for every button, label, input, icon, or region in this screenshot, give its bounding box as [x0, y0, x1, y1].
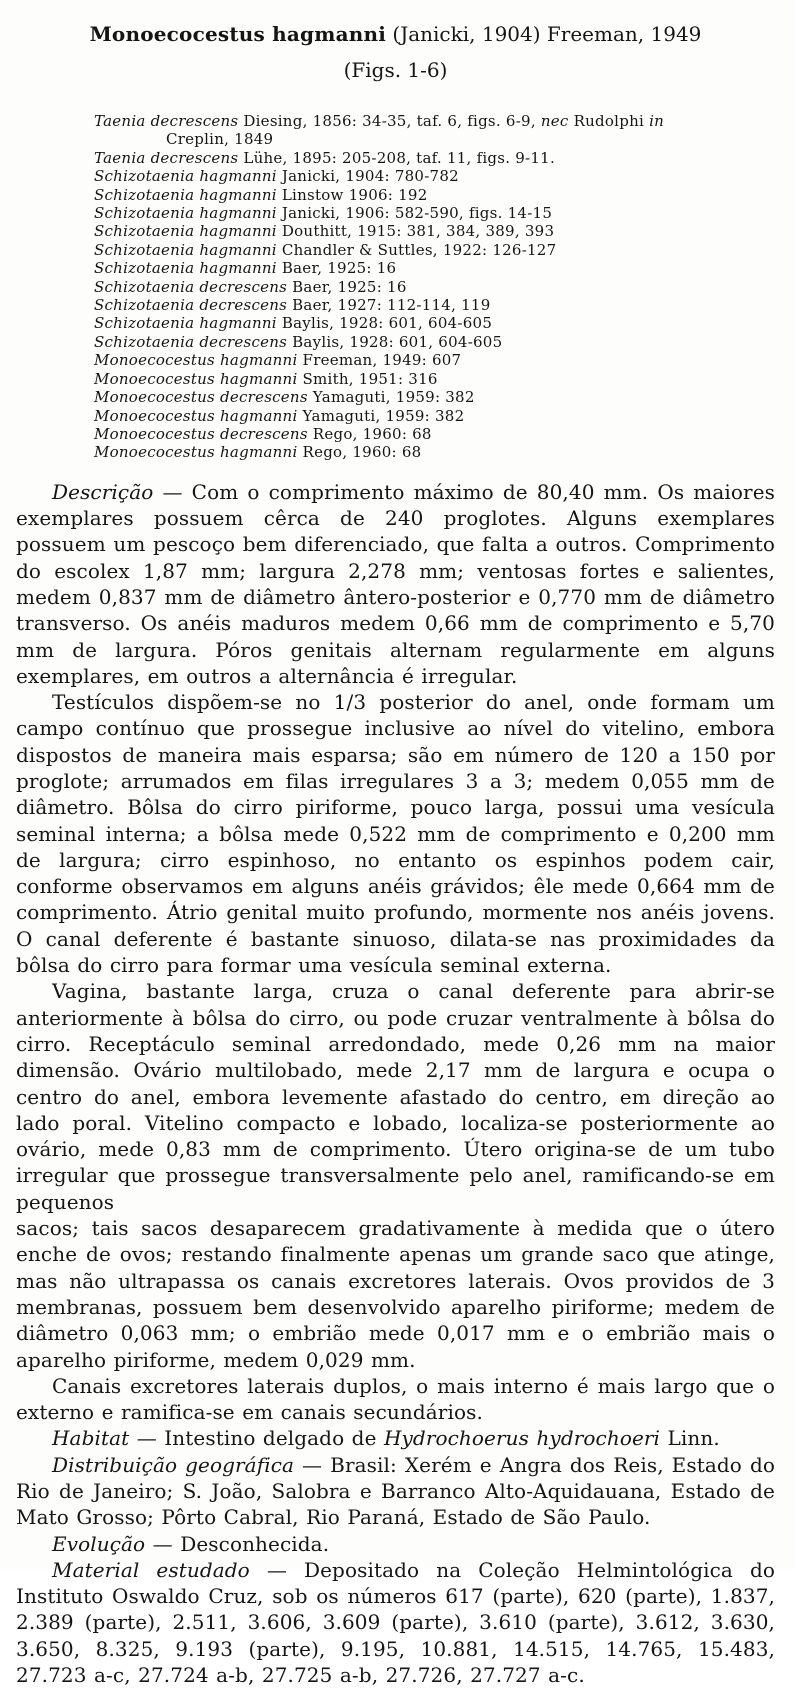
- taxon-name: Monoecocestus decrescens: [94, 424, 308, 443]
- synonymy-entry: [94, 296, 759, 314]
- paragraph: [16, 1215, 775, 1373]
- citation-text: Janicki, 1906: 582-590, figs. 14-15: [276, 204, 553, 223]
- citation-text: Baer, 1927: 112-114, 119: [287, 296, 491, 315]
- paragraph: [16, 479, 775, 689]
- italic-term: Distribuição geográfica: [52, 1452, 295, 1477]
- synonymy-entry: [94, 259, 759, 277]
- italic-term: Habitat: [52, 1426, 130, 1451]
- taxon-name: Schizotaenia decrescens: [94, 296, 288, 315]
- taxon-name: Schizotaenia hagmanni: [94, 259, 277, 278]
- taxon-name: Monoecocestus hagmanni: [94, 406, 298, 425]
- paragraph: [16, 689, 775, 978]
- taxon-name: Monoecocestus decrescens: [94, 388, 308, 407]
- taxon-name: Taenia decrescens: [94, 112, 239, 130]
- taxon-name: Monoecocestus hagmanni: [94, 351, 298, 370]
- paragraph-text: sacos; tais sacos desaparecem gradativamente à medida que o útero enche de ovos; restando finalmente apenas um grande saco que atinge, mas não ultrapassa os canais excretores laterais. Ovos providos de 3 membranas, possuem bem desenvolvido aparelho piriforme; medem de diâmetro 0,063 mm; o embrião mede 0,017 mm e o embrião mais o aparelho piriforme, medem 0,029 mm.: [16, 1216, 775, 1372]
- synonymy-entry: [94, 112, 759, 149]
- synonymy-entry: [94, 278, 759, 296]
- taxon-name: Schizotaenia hagmanni: [94, 167, 277, 186]
- paragraph: [16, 1531, 775, 1557]
- taxon-name: in: [649, 112, 665, 130]
- italic-term: Material estudado: [52, 1557, 250, 1582]
- citation-text: Freeman, 1949: 607: [297, 351, 462, 370]
- citation-text: Baer, 1925: 16: [276, 259, 397, 278]
- paragraph-text: — Desconhecida.: [145, 1531, 330, 1556]
- taxon-name: Schizotaenia decrescens: [94, 277, 288, 296]
- paragraph: [16, 978, 775, 1215]
- taxon-name: Schizotaenia hagmanni: [94, 222, 277, 241]
- synonymy-entry: [94, 314, 759, 332]
- taxon-name: Monoecocestus hagmanni: [94, 443, 298, 462]
- citation-text: Rudolphi: [568, 112, 650, 130]
- citation-text: Baer, 1925: 16: [287, 277, 407, 296]
- taxon-name: Monoecocestus hagmanni: [94, 369, 298, 388]
- citation-text: Chandler & Suttles, 1922: 126-127: [276, 240, 557, 259]
- taxon-name: Taenia decrescens: [94, 148, 239, 167]
- paragraph-text: Canais excretores laterais duplos, o mais interno é mais largo que o externo e ramifica-se em canais secundários.: [16, 1373, 775, 1425]
- synonymy-entry: [94, 370, 759, 388]
- citation-text: Rego, 1960: 68: [297, 443, 422, 462]
- italic-term: Hydrochoerus hydrochoeri: [383, 1426, 661, 1451]
- paragraph: [16, 1557, 775, 1688]
- synonymy-entry: [94, 241, 759, 259]
- citation-text: Baylis, 1928: 601, 604-605: [287, 332, 503, 351]
- paragraph-text: — Brasil: Xerém e Angra dos Reis, Estado do Rio de Janeiro; S. João, Salobra e Barranco Alto-Aquidauana, Estado de Mato Grosso; Pôrto Cabral, Rio Paraná, Estado de São Paulo.: [16, 1452, 776, 1530]
- species-authority: (Janicki, 1904) Freeman, 1949: [386, 22, 702, 46]
- taxon-name: Schizotaenia decrescens: [94, 332, 288, 351]
- synonymy-entry: [94, 425, 759, 443]
- synonymy-entry: [94, 149, 759, 167]
- taxon-name: Schizotaenia hagmanni: [94, 185, 277, 204]
- citation-text: Smith, 1951: 316: [297, 369, 438, 388]
- citation-text: Yamaguti, 1959: 382: [297, 406, 465, 425]
- synonymy-entry: [94, 443, 759, 461]
- italic-term: Descrição: [52, 479, 154, 504]
- paragraph-text: Testículos dispõem-se no 1/3 posterior do anel, onde formam um campo contínuo que prossegue inclusive ao nível do vitelino, embora dispostos de maneira mais esparsa; são em número de 120 a 150 por proglote; arrumados em filas irregulares 3 a 3; medem 0,055 mm de diâmetro. Bôlsa do cirro piriforme, pouco larga, possui uma vesícula seminal interna; a bôlsa mede 0,522 mm de comprimento e 0,200 mm de largura; cirro espinhoso, no entanto os espinhos podem cair, conforme observamos em alguns anéis grávidos; êle mede 0,664 mm de comprimento. Átrio genital muito profundo, mormente nos anéis jovens. O canal deferente é bastante sinuoso, dilata-se nas proximidades da bôlsa do cirro para formar uma vesícula seminal externa.: [16, 690, 775, 978]
- citation-text: Diesing, 1856: 34-35, taf. 6, figs. 6-9,: [238, 112, 541, 130]
- citation-text: Rego, 1960: 68: [307, 424, 432, 443]
- paragraph: [16, 1452, 775, 1531]
- taxon-name: Schizotaenia hagmanni: [94, 204, 277, 223]
- paragraph-text: Linn.: [660, 1426, 720, 1451]
- synonymy-entry: [94, 407, 759, 425]
- synonymy-entry: [94, 167, 759, 185]
- paragraph-text: Vagina, bastante larga, cruza o canal deferente para abrir-se anteriormente à bôlsa do cirro, ou pode cruzar ventralmente à bôlsa do cirro. Receptáculo seminal arredondado, mede 0,26 mm na maior dimensão. Ovário multilobado, mede 2,17 mm de largura e ocupa o centro do anel, embora levemente afastado do centro, em direção ao lado poral. Vitelino compacto e lobado, localiza-se posteriormente ao ovário, mede 0,83 mm de comprimento. Útero origina-se de um tubo irregular que prossegue transversalmente pelo anel, ramificando-se em pequenos: [16, 979, 775, 1214]
- species-heading: [16, 22, 775, 46]
- citation-text: Baylis, 1928: 601, 604-605: [276, 314, 493, 333]
- taxon-name: Schizotaenia hagmanni: [94, 240, 277, 259]
- synonymy-entry: [94, 204, 759, 222]
- citation-text: Lühe, 1895: 205-208, taf. 11, figs. 9-11.: [238, 148, 555, 167]
- synonymy-entry: [94, 333, 759, 351]
- citation-text: Linstow 1906: 192: [276, 185, 428, 204]
- paragraph-text: — Intestino delgado de: [129, 1426, 384, 1451]
- description-section: [16, 479, 775, 1688]
- synonymy-entry: [94, 186, 759, 204]
- synonymy-list: [94, 112, 759, 462]
- italic-term: Evolução: [52, 1531, 146, 1556]
- citation-text: Creplin, 1849: [166, 130, 274, 149]
- paragraph-text: — Depositado na Coleção Helmintológica do Instituto Oswaldo Cruz, sob os números 617 (parte), 620 (parte), 1.837, 2.389 (parte), 2.511, 3.606, 3.609 (parte), 3.610 (parte), 3.612, 3.630, 3.650, 8.325, 9.193 (parte), 9.195, 10.881, 14.515, 14.765, 15.483, 27.723 a-c, 27.724 a-b, 27.725 a-b, 27.726, 27.727 a-c.: [16, 1557, 776, 1688]
- taxon-name: nec: [540, 112, 569, 130]
- species-name: Monoecocestus hagmanni: [89, 22, 387, 46]
- citation-text: Douthitt, 1915: 381, 384, 389, 393: [276, 222, 555, 241]
- paragraph-text: — Com o comprimento máximo de 80,40 mm. Os maiores exemplares possuem cêrca de 240 proglotes. Alguns exemplares possuem um pescoço bem diferenciado, que falta a outros. Comprimento do escolex 1,87 mm; largura 2,278 mm; ventosas fortes e salientes, medem 0,837 mm de diâmetro ântero-posterior e 0,770 mm de diâmetro transverso. Os anéis maduros medem 0,66 mm de comprimento e 5,70 mm de largura. Póros genitais alternam regularmente em alguns exemplares, em outros a alternância é irregular.: [16, 479, 775, 688]
- paragraph: [16, 1425, 775, 1451]
- citation-text: Yamaguti, 1959: 382: [307, 388, 475, 407]
- citation-text: Janicki, 1904: 780-782: [276, 167, 459, 186]
- figures-reference: (Figs. 1-6): [343, 58, 448, 82]
- taxon-name: Schizotaenia hagmanni: [94, 314, 277, 333]
- paragraph: [16, 1373, 775, 1426]
- synonymy-entry: [94, 351, 759, 369]
- synonymy-entry: [94, 388, 759, 406]
- synonymy-entry: [94, 222, 759, 240]
